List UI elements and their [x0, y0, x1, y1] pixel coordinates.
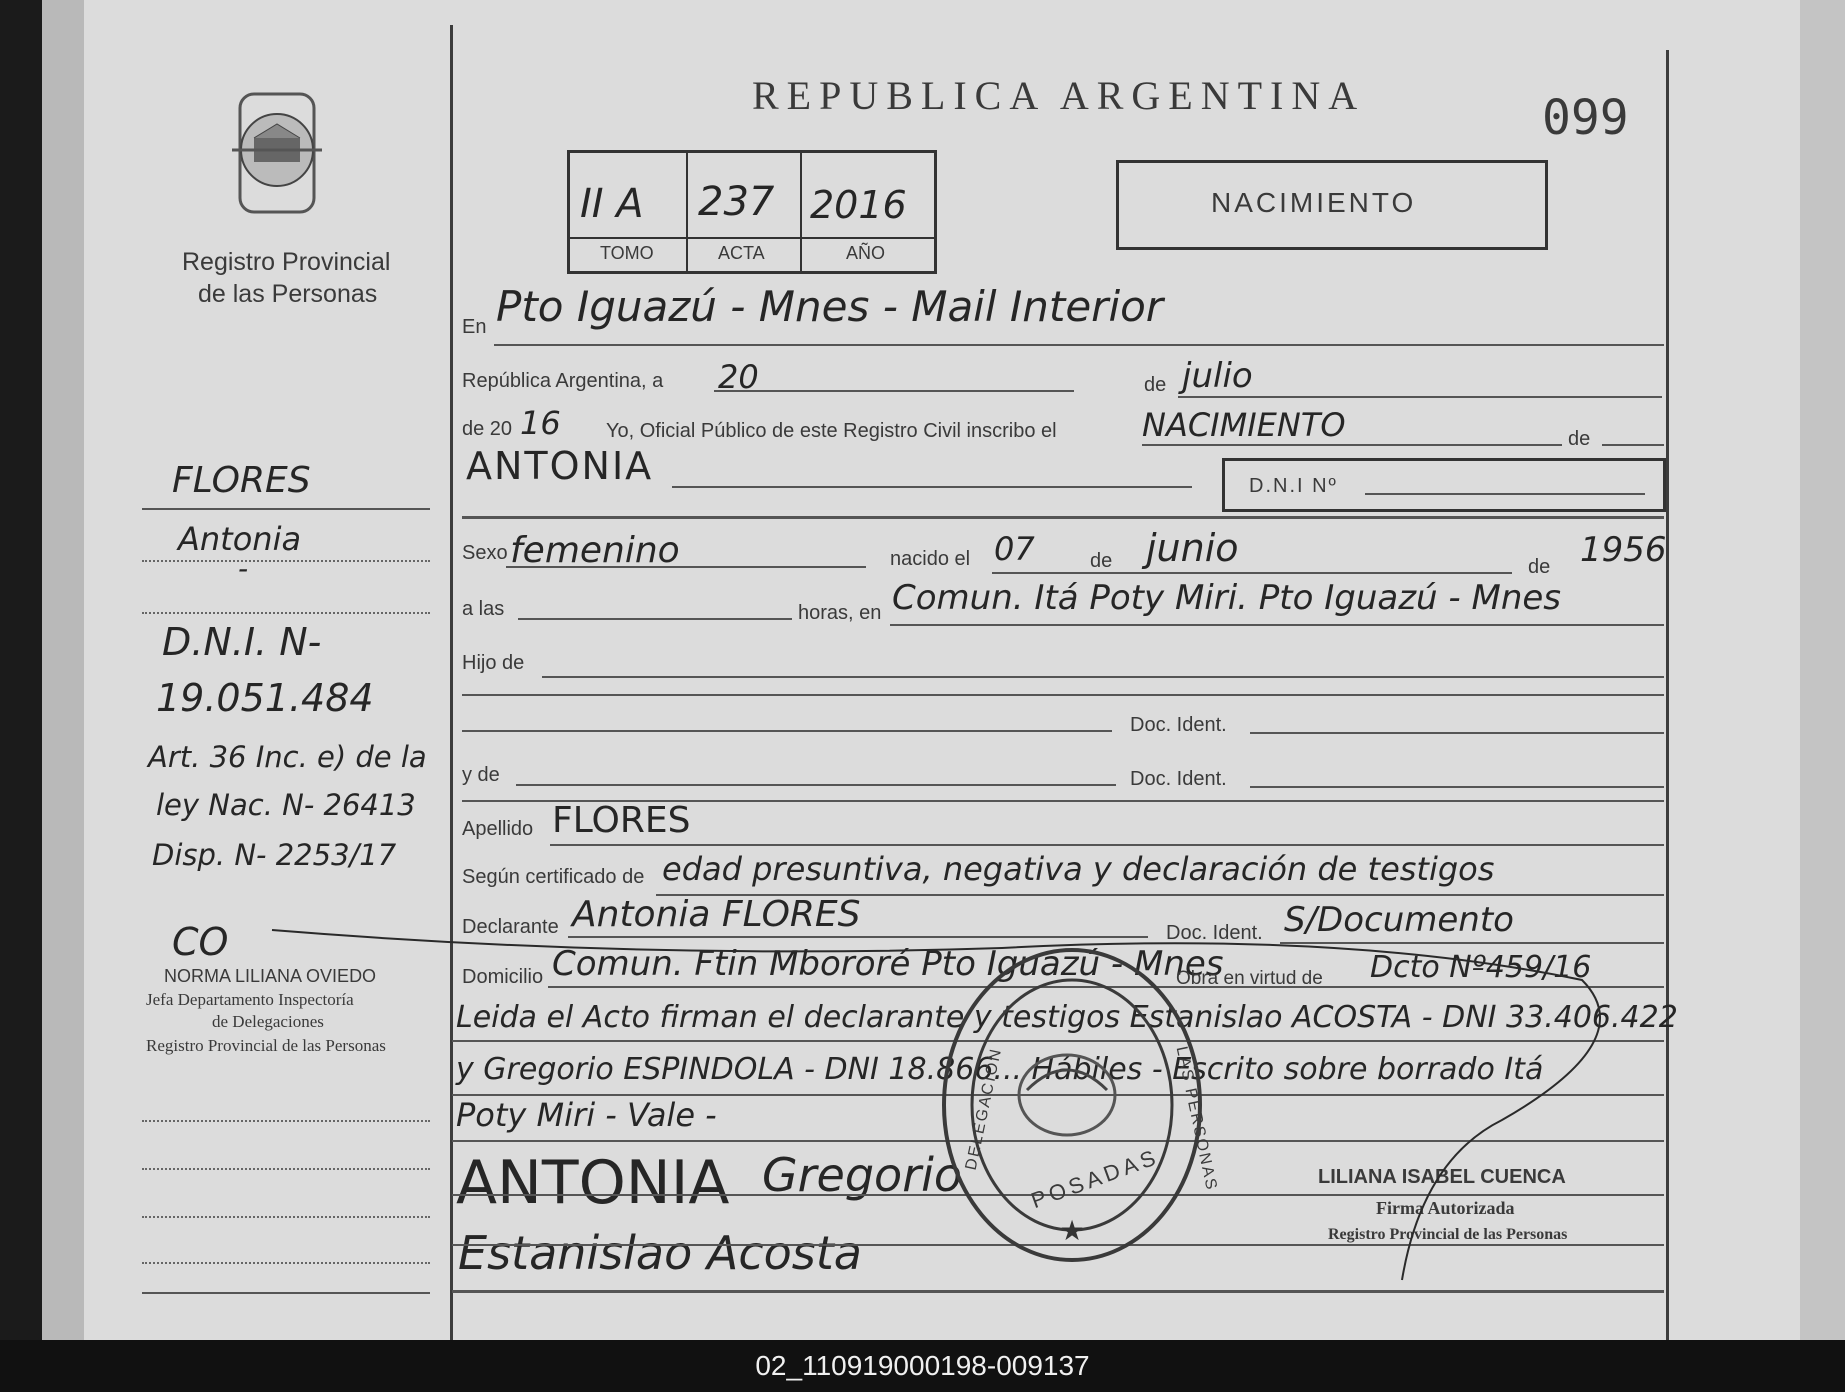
- hijo-label: Hijo de: [462, 652, 525, 674]
- margin-stamp-name: NORMA LILIANA OVIEDO: [164, 966, 377, 986]
- dni-box-label: D.N.I Nº: [1249, 475, 1338, 497]
- margin-note-line3: Disp. N- 2253/17: [152, 838, 397, 872]
- adjacent-page-edge: [1800, 0, 1845, 1340]
- apellido-label: Apellido: [462, 818, 534, 840]
- doc-ident-label-2: Doc. Ident.: [1130, 768, 1227, 790]
- official-name: LILIANA ISABEL CUENCA: [1318, 1166, 1566, 1188]
- tomo-label: TOMO: [600, 243, 654, 263]
- stamp-ring-right: LAS PERSONAS: [1172, 1044, 1220, 1193]
- day-value: 20: [718, 358, 759, 396]
- signature-gregorio: Gregorio: [762, 1148, 963, 1202]
- signature-estanislao: Estanislao Acosta: [458, 1226, 862, 1280]
- year-prefix: de 20: [462, 418, 513, 440]
- y-de-label: y de: [462, 764, 500, 786]
- republica-label: República Argentina, a: [462, 370, 664, 392]
- image-code: 02_110919000198-009137: [755, 1350, 1090, 1381]
- margin-note-line2: ley Nac. N- 26413: [156, 788, 416, 822]
- declarante-doc: S/Documento: [1284, 900, 1514, 940]
- segun-label: Según certificado de: [462, 866, 645, 888]
- en-value: Pto Iguazú - Mnes - Mail Interior: [496, 282, 1164, 331]
- margin-surname: FLORES: [172, 460, 311, 501]
- margin-dni-label: D.N.I. N-: [162, 620, 322, 664]
- record-type: NACIMIENTO: [1211, 187, 1417, 218]
- declarante-value: Antonia FLORES: [572, 894, 861, 935]
- stamp-center-text: POSADAS: [1027, 1143, 1163, 1214]
- de-label-2: de: [1568, 428, 1591, 450]
- obra-value: Dcto Nº459/16: [1370, 950, 1592, 985]
- tomo-value: II A: [580, 181, 644, 227]
- pen-strokes: [42, 0, 1802, 1340]
- margin-dash: -: [238, 552, 249, 585]
- official-role: Firma Autorizada: [1376, 1198, 1515, 1218]
- month-value: julio: [1182, 356, 1253, 396]
- notes-line-3: Poty Miri - Vale -: [456, 1096, 717, 1134]
- en-label: En: [462, 316, 487, 338]
- page-number: 099: [1542, 90, 1629, 146]
- domicilio-label: Domicilio: [462, 966, 544, 988]
- document-page: [42, 0, 1802, 1340]
- birth-day: 07: [994, 530, 1035, 568]
- segun-value: edad presuntiva, negativa y declaración de testigos: [662, 850, 1495, 888]
- birth-year-label: de: [1528, 556, 1551, 578]
- year-value: 16: [520, 404, 561, 442]
- margin-stamp-line2: Jefa Departamento Inspectoría: [146, 990, 354, 1009]
- person-name: ANTONIA: [466, 444, 654, 488]
- registry-name-line2: de las Personas: [198, 280, 378, 308]
- svg-text:★: ★: [1059, 1215, 1085, 1246]
- registry-name-line1: Registro Provincial: [182, 248, 391, 276]
- stamp-ring-left: DELEGACION: [962, 1046, 1006, 1172]
- margin-stamp-line3: de Delegaciones: [212, 1012, 324, 1031]
- birth-de: de: [1090, 550, 1113, 572]
- document-title: REPUBLICA ARGENTINA: [752, 73, 1366, 118]
- official-org: Registro Provincial de las Personas: [1328, 1226, 1568, 1243]
- acta-value: 237: [698, 179, 775, 225]
- place-value: Comun. Itá Poty Miri. Pto Iguazú - Mnes: [892, 578, 1561, 618]
- signature-antonia: ANTONIA: [456, 1148, 730, 1218]
- domicilio-value: Comun. Ftin Mbororé Pto Iguazú - Mnes: [552, 944, 1224, 984]
- anio-value: 2016: [810, 183, 907, 227]
- inscribo-value: NACIMIENTO: [1142, 406, 1346, 444]
- sexo-label: Sexo: [462, 542, 508, 564]
- inscribo-label: Yo, Oficial Público de este Registro Civil inscribo el: [606, 420, 1057, 442]
- notes-line-1: Leida el Acto firman el declarante y testigos Estanislao ACOSTA - DNI 33.406.422: [456, 1000, 1678, 1035]
- doc-ident-label-1: Doc. Ident.: [1130, 714, 1227, 736]
- acta-label: ACTA: [718, 243, 765, 263]
- margin-stamp-line4: Registro Provincial de las Personas: [146, 1036, 386, 1055]
- doc-ident-label-3: Doc. Ident.: [1166, 922, 1263, 944]
- birth-month: junio: [1146, 526, 1239, 570]
- birth-year-value: 1956: [1580, 530, 1667, 570]
- margin-initials: CO: [172, 920, 229, 964]
- image-code-bar: [0, 1340, 1845, 1392]
- declarante-label: Declarante: [462, 916, 559, 938]
- margin-note-line1: Art. 36 Inc. e) de la: [148, 740, 427, 774]
- notes-line-2: y Gregorio ESPINDOLA - DNI 18.866... Hábiles - Escrito sobre borrado Itá: [456, 1052, 1544, 1087]
- nacido-label: nacido el: [890, 548, 971, 570]
- margin-dni-number: 19.051.484: [156, 676, 374, 720]
- sexo-value: femenino: [510, 530, 680, 571]
- obra-label: Obra en virtud de: [1176, 968, 1323, 989]
- a-las-label: a las: [462, 598, 505, 620]
- horas-label: horas, en: [798, 602, 882, 624]
- apellido-value: FLORES: [552, 800, 691, 841]
- margin-given-name: Antonia: [178, 520, 302, 558]
- anio-label: AÑO: [846, 243, 886, 263]
- de-label: de: [1144, 374, 1167, 396]
